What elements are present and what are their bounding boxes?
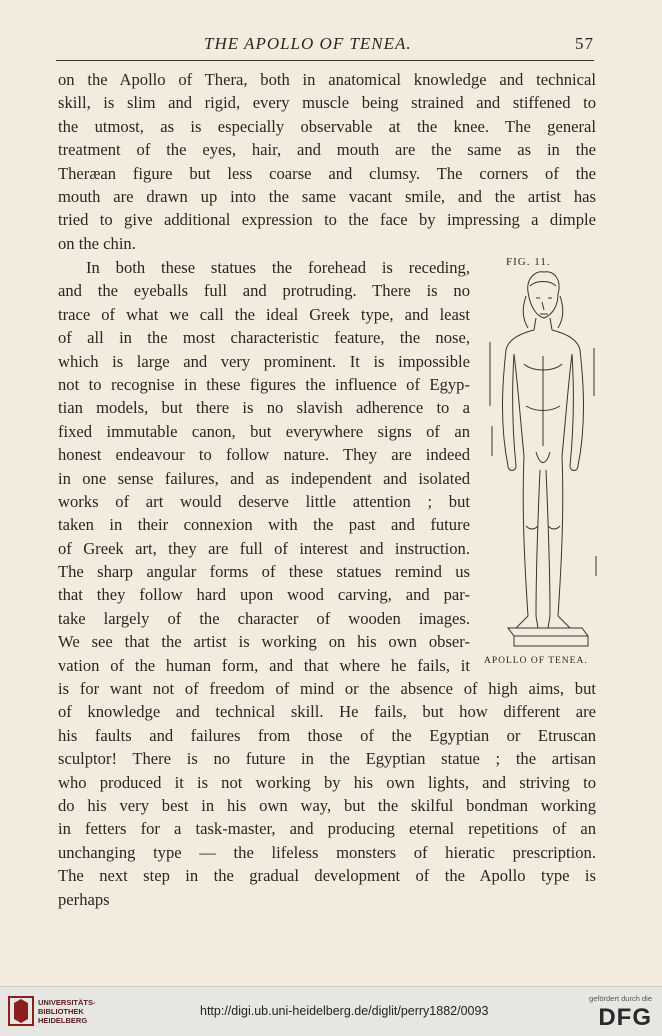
text-line: The sharp angular forms of these statues remind us	[58, 562, 470, 582]
text-line: do his very best in his own way, but the skilful bondman working	[58, 795, 596, 815]
paragraph-wrapped	[58, 256, 470, 677]
university-seal-icon	[8, 995, 34, 1027]
figure-caption: APOLLO OF TENEA.	[484, 656, 588, 666]
header-rule	[56, 60, 594, 61]
text-line: The next step in the gradual development of the Apollo type is	[58, 866, 596, 886]
text-line: in one sense failures, and as independent and isolated	[58, 468, 470, 488]
text-line: taken in their connexion with the past and future	[58, 515, 470, 535]
text-line: honest endeavour to follow nature. They are indeed	[58, 445, 470, 465]
funded-by-label: gefördert durch die	[589, 994, 652, 1003]
statue-illustration	[478, 256, 602, 656]
text-line: is for want not of freedom of mind or the absence of high aims, but	[58, 679, 596, 698]
text-line: vation of the human form, and that where he fails, it	[58, 655, 470, 675]
institution-name: UNIVERSITÄTS- BIBLIOTHEK HEIDELBERG	[38, 998, 96, 1025]
digitization-footer	[0, 986, 662, 1036]
text-line: on the chin.	[58, 233, 136, 253]
text-line: sculptor! There is no future in the Egyptian statue ; the artisan	[58, 749, 596, 769]
text-line: In both these statues the forehead is receding,	[86, 258, 470, 277]
text-line: not to recognise in these figures the influence of Egyp-	[58, 374, 470, 394]
text-line: perhaps	[58, 889, 110, 909]
text-line: who produced it is not working by his own lights, and striving to	[58, 772, 596, 792]
text-line: and the eyeballs full and protruding. There is no	[58, 281, 470, 301]
text-line: We see that the artist is working on his own obser-	[58, 632, 470, 652]
figure-apollo-of-tenea	[478, 256, 602, 676]
text-line: works of art would deserve little attention ; but	[58, 491, 470, 511]
dfg-logo: DFG	[598, 1004, 652, 1031]
paragraph-top	[58, 68, 596, 255]
text-line: of Greek art, they are full of interest and instruction.	[58, 538, 470, 558]
text-line: of knowledge and technical skill. He fails, but how different are	[58, 702, 596, 722]
text-line: the utmost, as is especially observable at the knee. The general	[58, 116, 596, 136]
text-line: on the Apollo of Thera, both in anatomical knowledge and technical	[58, 70, 596, 89]
page-number: 57	[575, 34, 594, 53]
text-line: treatment of the eyes, hair, and mouth are the same as in the	[58, 140, 596, 160]
page-header	[56, 34, 594, 56]
text-line: fixed immutable canon, but everywhere signs of an	[58, 421, 470, 441]
text-line: trace of what we call the ideal Greek type, and least	[58, 304, 470, 324]
text-line: tian models, but there is no slavish adherence to a	[58, 398, 470, 418]
text-line: skill, is slim and rigid, every muscle being strained and stiffened to	[58, 93, 596, 113]
text-line: in fetters for a task-master, and producing eternal repetitions of an	[58, 819, 596, 839]
text-line: take largely of the character of wooden images.	[58, 608, 470, 628]
digitization-url-link[interactable]: http://digi.ub.uni-heidelberg.de/diglit/perry1882/0093	[200, 1004, 489, 1018]
text-line: unchanging type — the lifeless monsters of hieratic prescription.	[58, 842, 596, 862]
figure-label: FIG. 11.	[506, 256, 551, 268]
text-line: mouth are drawn up into the same vacant smile, and the artist has	[58, 186, 596, 206]
running-title: THE APOLLO OF TENEA.	[204, 34, 412, 53]
text-line: tried to give additional expression to the face by impressing a dimple	[58, 210, 596, 230]
text-line: which is large and very prominent. It is impossible	[58, 351, 470, 371]
text-line: of all in the most characteristic feature, the nose,	[58, 328, 470, 348]
text-line: that they follow hard upon wood carving, and par-	[58, 585, 470, 605]
paragraph-bottom	[58, 677, 596, 911]
text-line: Theræan figure but less coarse and clumsy. The corners of the	[58, 163, 596, 183]
text-line: his faults and failures from those of the Egyptian or Etruscan	[58, 725, 596, 745]
